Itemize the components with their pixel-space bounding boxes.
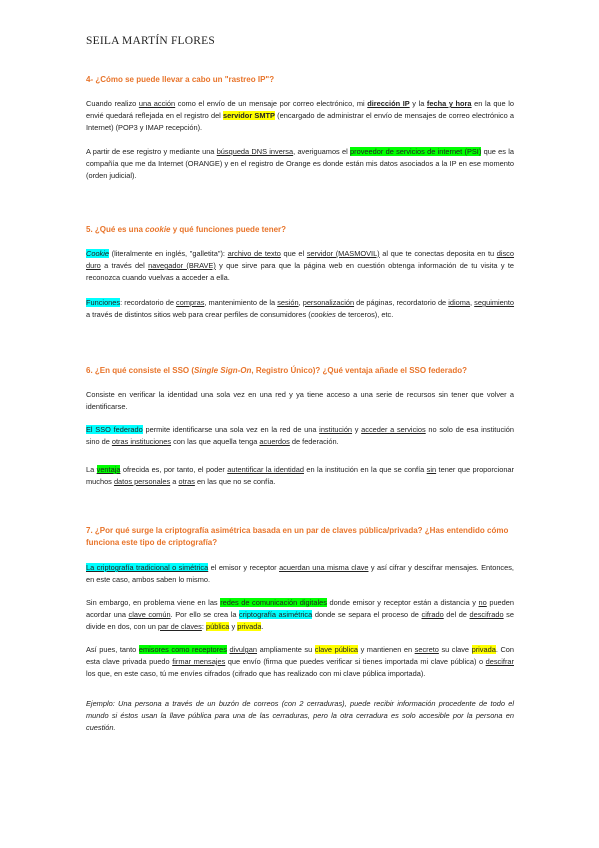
- question-5-title: 5. ¿Qué es una cookie y qué funciones puede tener?: [86, 225, 287, 234]
- q6-paragraph-2: El SSO federado permite identificarse una sola vez en la red de una institución y acceder a servicios no solo de esa institución sino de otras instituciones con las que aquella tenga acuerdos de federación.: [86, 425, 515, 446]
- question-7-title: 7. ¿Por qué surge la criptografía asimétrica basada en un par de claves pública/privada? ¿Has entendido cómo funciona este tipo de criptografía?: [86, 526, 509, 547]
- author-name: SEILA MARTÍN FLORES: [86, 35, 215, 47]
- q5-paragraph-1: Cookie (literalmente en inglés, "galletita"): archivo de texto que el servidor (MASMOVIL) al que te conectas deposita en tu disco duro a través del navegador (BRAVE) y que sirve para que la página web en cuestión obtenga información de tu visita y te reconozca cuando vuelvas a acceder a ella.: [86, 249, 514, 282]
- q6-paragraph-1: Consiste en verificar la identidad una sola vez en una red y ya tiene acceso a una serie de recursos sin tener que volver a identificarse.: [86, 390, 514, 411]
- q5-paragraph-2: Funciones: recordatorio de compras, mantenimiento de la sesión, personalización de páginas, recordatorio de idioma, seguimiento a través de distintos sitios web para crear perfiles de consumidores (cookies de terceros), etc.: [86, 298, 515, 319]
- q7-paragraph-3: Así pues, tanto emisores como receptores divulgan ampliamente su clave pública y mantienen en secreto su clave privada. Con esta clave privada puedo firmar mensajes que envío (firma que puedes verificar si tienes importada mi clave pública) o descifrar los que, en este caso, tú me envíes cifrados (cifrado que has realizado con mi clave pública importada).: [86, 645, 515, 678]
- question-4-title: 4- ¿Cómo se puede llevar a cabo un "rastreo IP"?: [86, 75, 275, 84]
- q4-paragraph-2: A partir de ese registro y mediante una búsqueda DNS inversa, averiguamos el proveedor de servicios de internet (PSI) que es la compañía que me da Internet (ORANGE) y en el registro de Orange es donde están mis datos asociados a la IP en ese momento (orden judicial).: [86, 147, 515, 180]
- question-6-title: 6. ¿En qué consiste el SSO (Single Sign-On, Registro Único)? ¿Qué ventaja añade el SSO federado?: [86, 366, 467, 375]
- q6-paragraph-3: La ventaja ofrecida es, por tanto, el poder autentificar la identidad en la institución en la que se confía sin tener que proporcionar muchos datos personales a otras en las que no se confía.: [86, 465, 514, 486]
- q7-paragraph-2: Sin embargo, en problema viene en las redes de comunicación digitales donde emisor y receptor están a distancia y no pueden acordar una clave común. Por ello se crea la criptografía asimétrica donde se separa el proceso de cifrado del de descifrado se divide en dos, con un par de claves: pública y privada.: [86, 598, 515, 631]
- q7-example-paragraph: Ejemplo: Una persona a través de un buzón de correos (con 2 cerraduras), puede recibir información procedente de todo el mundo si éstos usan la llave pública para una de las cerraduras, pero la otra cerradura es solo accesible por la persona en cuestión.: [86, 699, 514, 732]
- q4-paragraph-1: Cuando realizo una acción como el envío de un mensaje por correo electrónico, mi dirección IP y la fecha y hora en la que lo envié quedará reflejada en el registro del servidor SMTP (encargado de administrar el envío de mensajes de correo electrónico a Internet) (POP3 y IMAP recepción).: [86, 99, 515, 132]
- q7-paragraph-1: La criptografía tradicional o simétrica el emisor y receptor acuerdan una misma clave y así cifrar y descifrar mensajes. Entonces, en este caso, ambos saben lo mismo.: [86, 563, 514, 584]
